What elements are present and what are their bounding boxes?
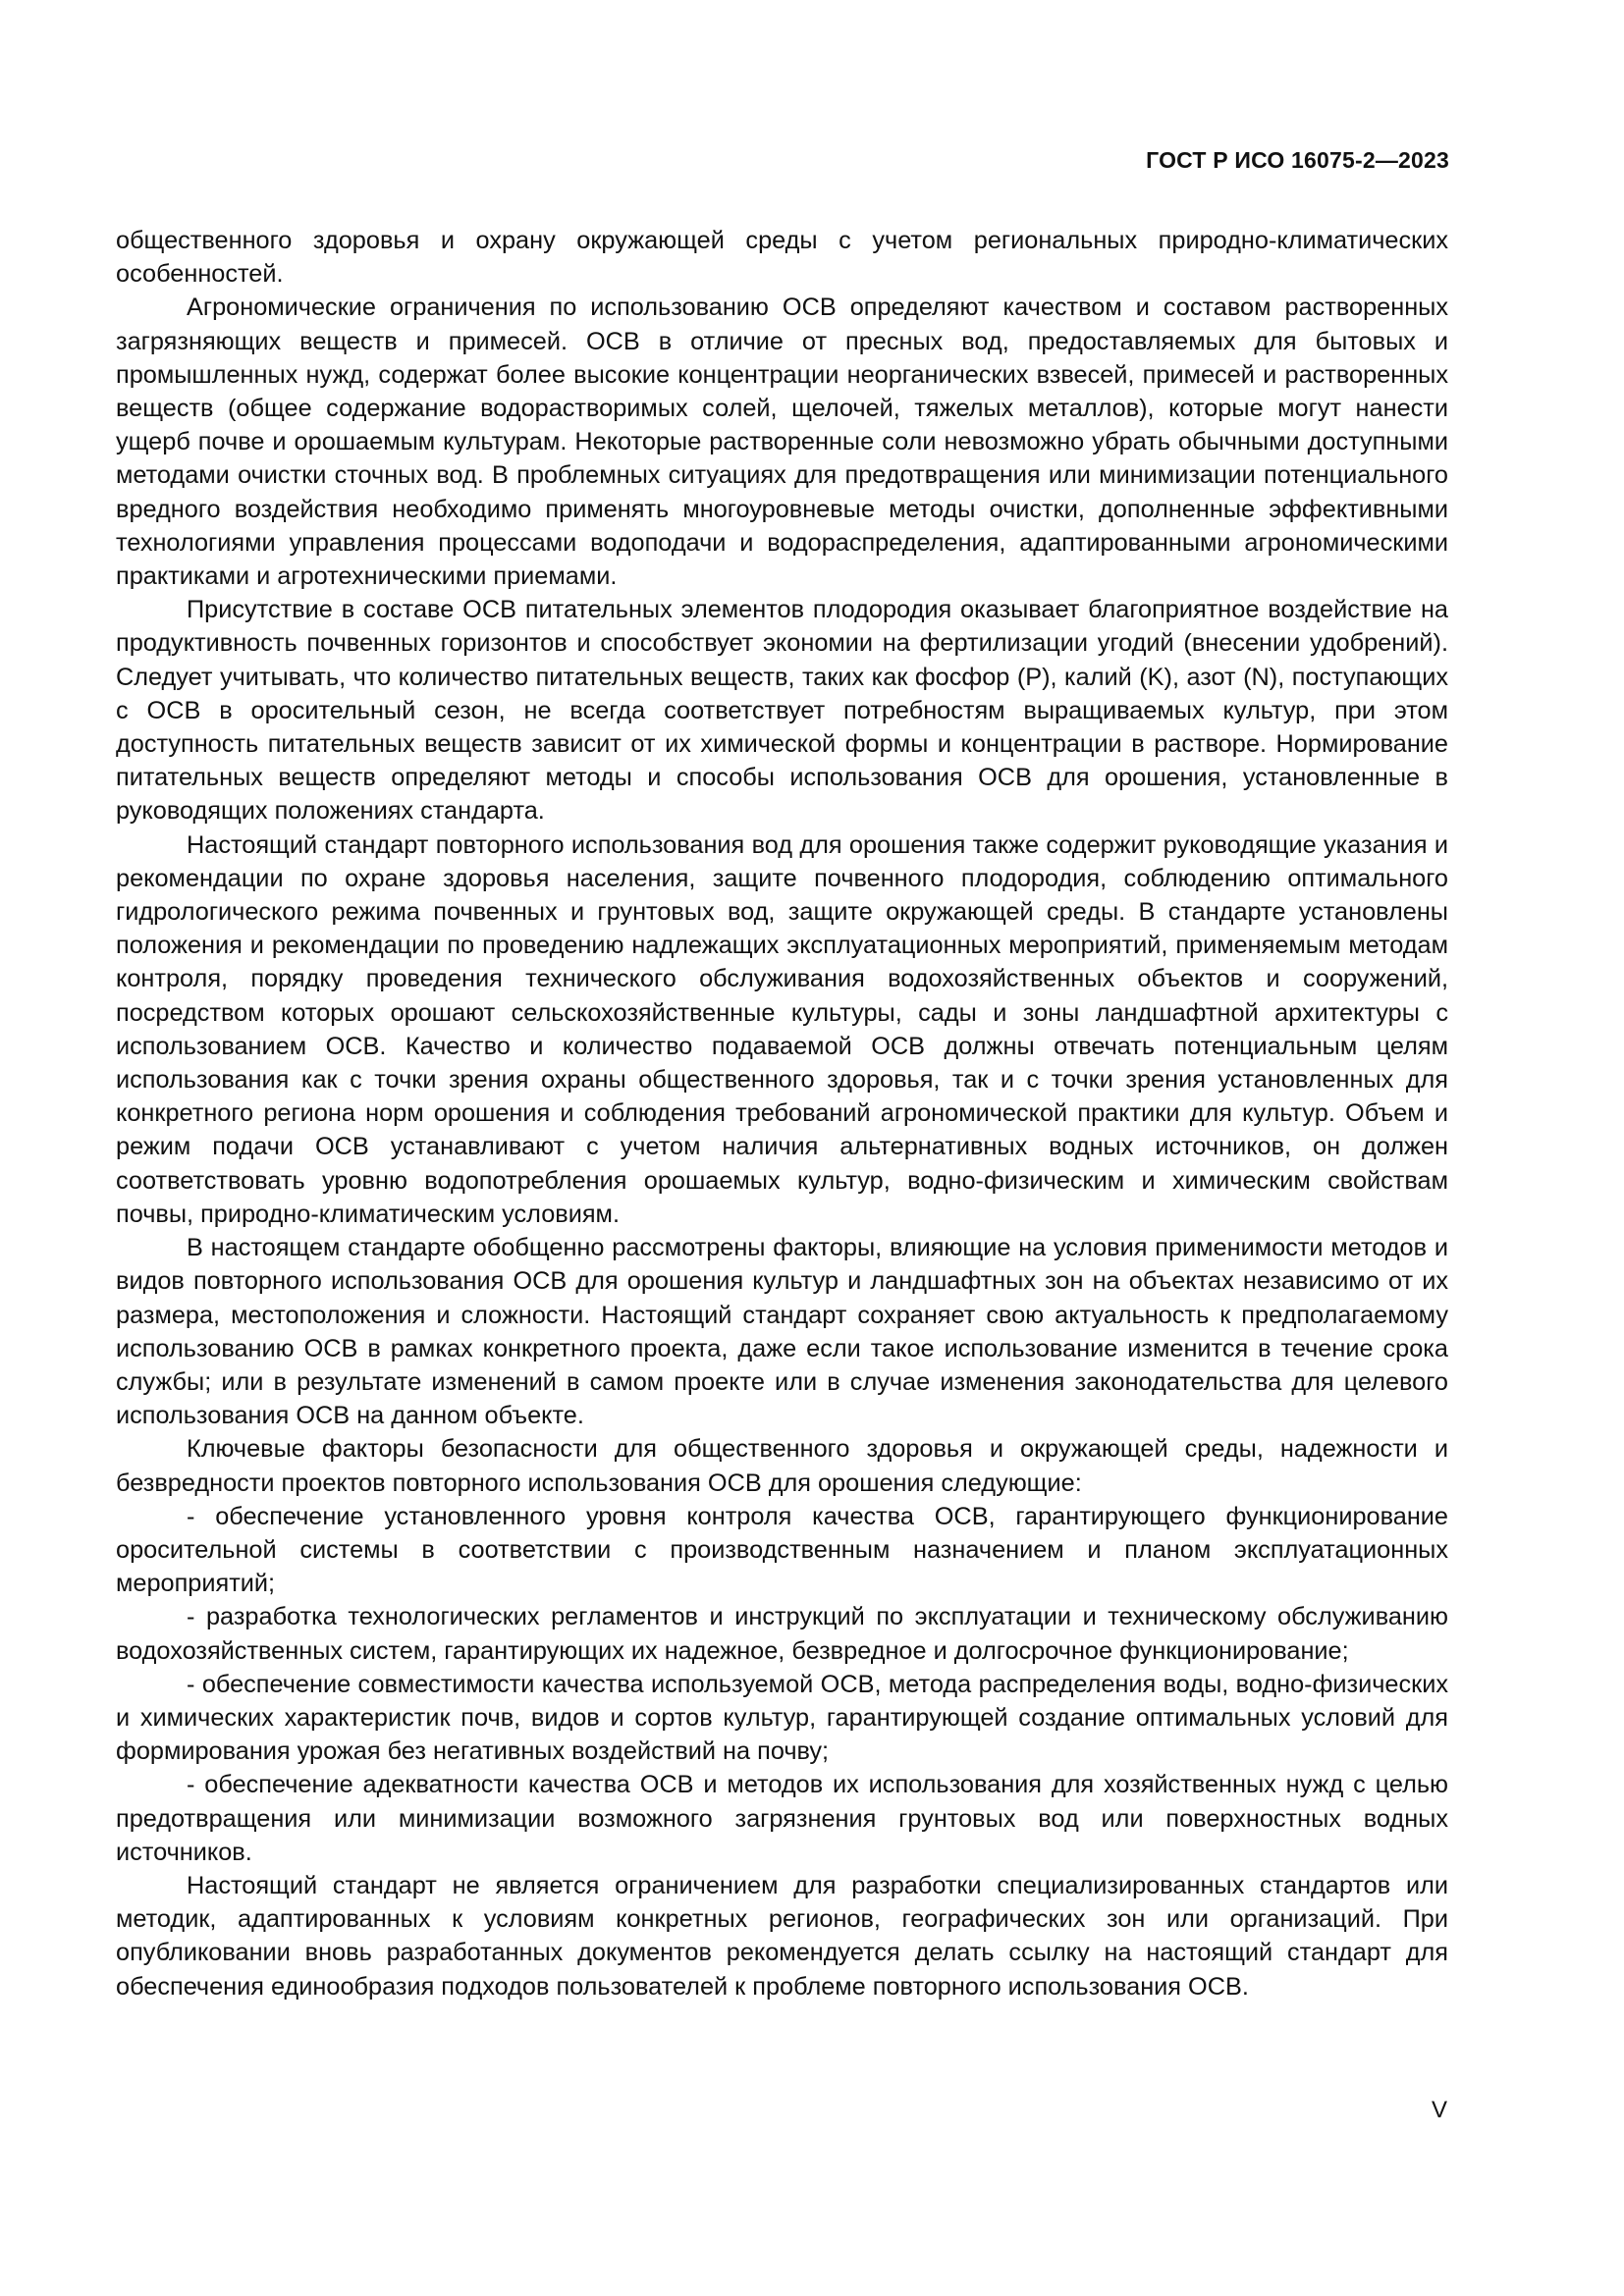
page-number: V: [1431, 2097, 1447, 2123]
document-body: [116, 224, 1448, 2003]
list-item: - обеспечение установленного уровня контроля качества ОСВ, гарантирующего функционирование оросительной системы в соответствии с производственным назначением и планом эксплуатационных мероприятий;: [116, 1502, 1448, 1598]
paragraph: Агрономические ограничения по использованию ОСВ определяют качеством и составом растворенных загрязняющих веществ и примесей. ОСВ в отличие от пресных вод, предоставляемых для бытовых и промышленных нужд, содержат более высокие концентрации неорганических взвесей, примесей и растворенных веществ (общее содержание водорастворимых солей, щелочей, тяжелых металлов), которые могут нанести ущерб почве и орошаемым культурам. Некоторые растворенные соли невозможно убрать обычными доступными методами очистки сточных вод. В проблемных ситуациях для предотвращения или минимизации потенциального вредного воздействия необходимо применять многоуровневые методы очистки, дополненные эффективными технологиями управления процессами водоподачи и водораспределения, адаптированными агрономическими практиками и агротехническими приемами.: [116, 294, 1448, 591]
list-item: - обеспечение адекватности качества ОСВ и методов их использования для хозяйственных нужд с целью предотвращения или минимизации возможного загрязнения грунтовых вод или поверхностных водных источников.: [116, 1771, 1448, 1866]
paragraph: В настоящем стандарте обобщенно рассмотрены факторы, влияющие на условия применимости методов и видов повторного использования ОСВ для орошения культур и ландшафтных зон на объектах независимо от их размера, местоположения и сложности. Настоящий стандарт сохраняет свою актуальность к предполагаемому использованию ОСВ в рамках конкретного проекта, даже если такое использование изменится в течение срока службы; или в результате изменений в самом проекте или в случае изменения законодательства для целевого использования ОСВ на данном объекте.: [116, 1234, 1448, 1430]
paragraph: Настоящий стандарт повторного использования вод для орошения также содержит руководящие указания и рекомендации по охране здоровья населения, защите почвенного плодородия, соблюдению оптимального гидрологического режима почвенных и грунтовых вод, защите окружающей среды. В стандарте установлены положения и рекомендации по проведению надлежащих эксплуатационных мероприятий, применяемым методам контроля, порядку проведения технического обслуживания водохозяйственных объектов и сооружений, посредством которых орошают сельскохозяйственные культуры, сады и зоны ландшафтной архитектуры с использованием ОСВ. Качество и количество подаваемой ОСВ должны отвечать потенциальным целям использования как с точки зрения охраны общественного здоровья, так и с точки зрения установленных для конкретного региона норм орошения и соблюдения требований агрономической практики для культур. Объем и режим подачи ОСВ устанавливают с учетом наличия альтернативных водных источников, он должен соответствовать уровню водопотребления орошаемых культур, водно-физическим и химическим свойствам почвы, природно-климатическим условиям.: [116, 830, 1448, 1228]
list-item: - разработка технологических регламентов и инструкций по эксплуатации и техническому обслуживанию водохозяйственных систем, гарантирующих их надежное, безвредное и долгосрочное функционирование;: [116, 1603, 1448, 1665]
paragraph: Настоящий стандарт не является ограничением для разработки специализированных стандартов или методик, адаптированных к условиям конкретных регионов, географических зон или организаций. При опубликовании вновь разработанных документов рекомендуется делать ссылку на настоящий стандарт для обеспечения единообразия подходов пользователей к проблеме повторного использования ОСВ.: [116, 1871, 1448, 2001]
paragraph: Присутствие в составе ОСВ питательных элементов плодородия оказывает благоприятное воздействие на продуктивность почвенных горизонтов и способствует экономии на фертилизации угодий (внесении удобрений). Следует учитывать, что количество питательных веществ, таких как фосфор (P), калий (K), азот (N), поступающих с ОСВ в оросительный сезон, не всегда соответствует потребностям выращиваемых культур, при этом доступность питательных веществ зависит от их химической формы и концентрации в растворе. Нормирование питательных веществ определяют методы и способы использования ОСВ для орошения, установленные в руководящих положениях стандарта.: [116, 596, 1448, 826]
list-item: - обеспечение совместимости качества используемой ОСВ, метода распределения воды, водно-физических и химических характеристик почв, видов и сортов культур, гарантирующей создание оптимальных условий для формирования урожая без негативных воздействий на почву;: [116, 1670, 1448, 1766]
document-header-code: ГОСТ Р ИСО 16075-2—2023: [1146, 147, 1449, 173]
paragraph: общественного здоровья и охрану окружающей среды с учетом региональных природно-климатических особенностей.: [116, 227, 1448, 289]
paragraph: Ключевые факторы безопасности для общественного здоровья и окружающей среды, надежности и безвредности проектов повторного использования ОСВ для орошения следующие:: [116, 1435, 1448, 1497]
